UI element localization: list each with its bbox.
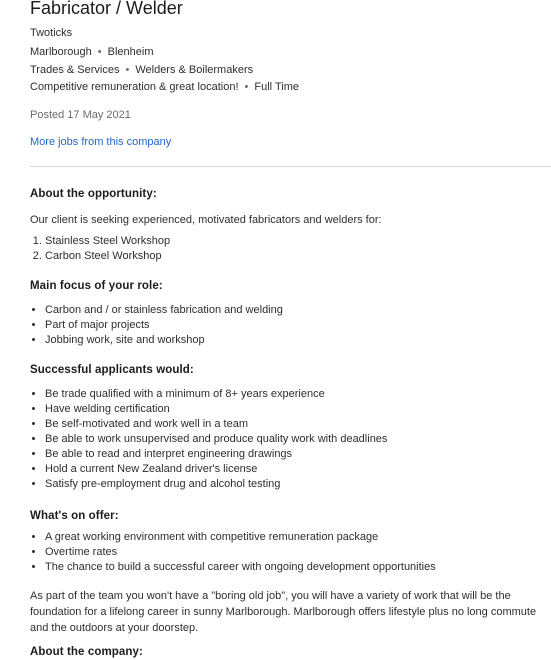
focus-heading: Main focus of your role: [30,280,163,292]
about-heading: About the opportunity: [30,188,157,200]
posted-date: Posted 17 May 2021 [30,109,131,121]
company-heading: About the company: [30,646,143,658]
focus-list [30,303,283,348]
subclassification: Welders & Boilermakers [135,64,254,76]
list-item: • Satisfy pre-employment drug and alcohol testing [45,477,387,492]
location-line [30,45,153,59]
closing-paragraph: As part of the team you won't have a "boring old job", you will have a variety of work that will be the foundation for a lifelong career in sunny Marlborough. Marlborough offers lifestyle plus no long commute and the outdoors at your doorstep. [30,590,537,634]
successful-heading: Successful applicants would: [30,364,194,376]
offer-heading: What's on offer: [30,510,119,522]
list-item: • A great working environment with competitive remuneration package [45,530,436,545]
classification: Trades & Services [30,64,120,76]
about-list [30,234,170,264]
about-text: Our client is seeking experienced, motivated fabricators and welders for: [30,214,382,226]
company-name: Twoticks [30,27,73,39]
list-item: • Be able to work unsupervised and produce quality work with deadlines [45,432,387,447]
list-item: • Be able to read and interpret engineering drawings [45,447,387,462]
list-item: • Jobbing work, site and workshop [45,333,283,348]
successful-list [30,387,387,492]
list-item: • Be self-motivated and work well in a team [45,417,387,432]
separator-dot: • [125,64,130,76]
salary-worktype-line [30,80,299,94]
separator-dot: • [244,81,249,93]
list-item: • Hold a current New Zealand driver's license [45,462,387,477]
divider [30,166,551,167]
location: Marlborough [30,46,92,58]
classification-line [30,63,253,77]
job-title: Fabricator / Welder [30,0,183,18]
separator-dot: • [97,46,102,58]
list-item: • Have welding certification [45,402,387,417]
offer-list [30,530,436,575]
work-type: Full Time [254,81,299,93]
salary: Competitive remuneration & great location! [30,81,239,93]
list-item: • Carbon and / or stainless fabrication and welding [45,303,283,318]
more-jobs-link[interactable]: More jobs from this company [30,136,172,148]
list-item: 1. Stainless Steel Workshop [45,234,170,249]
area: Blenheim [107,46,154,58]
list-item: 2. Carbon Steel Workshop [45,249,170,264]
list-item: • Overtime rates [45,545,436,560]
list-item: • Be trade qualified with a minimum of 8+ years experience [45,387,387,402]
list-item: • Part of major projects [45,318,283,333]
list-item: • The chance to build a successful career with ongoing development opportunities [45,560,436,575]
